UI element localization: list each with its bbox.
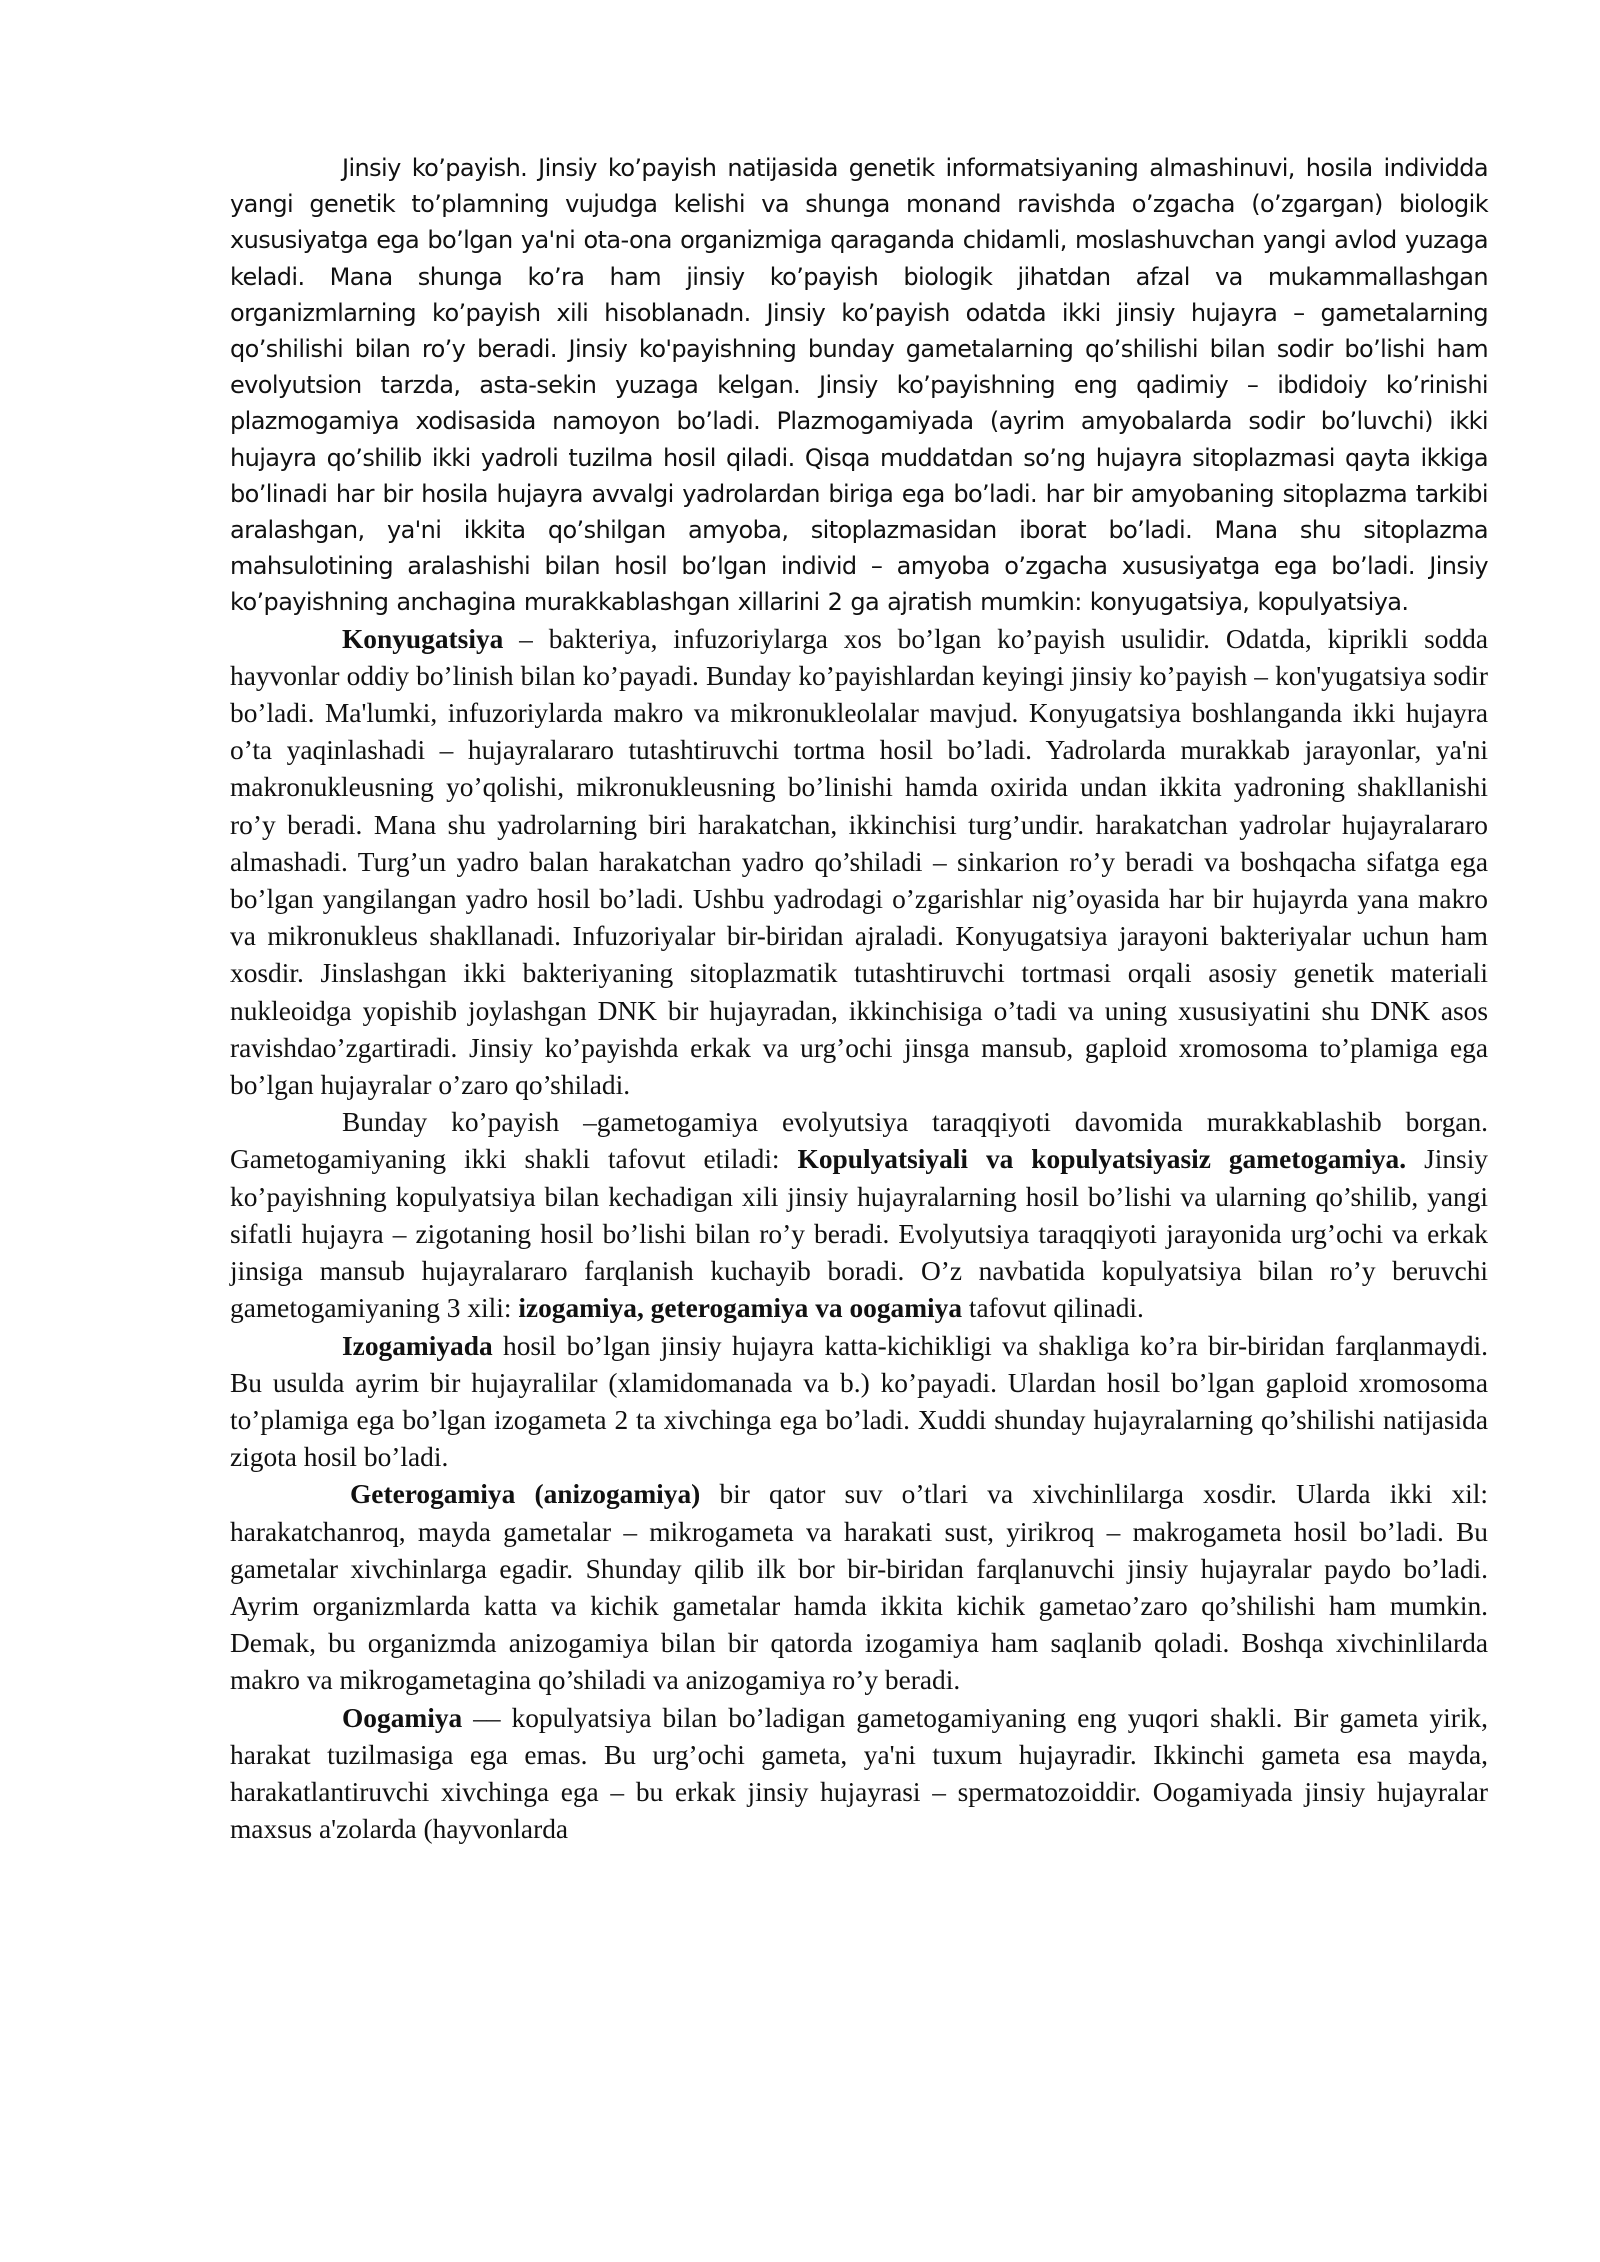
paragraph-text: Jinsiy ko’payish. Jinsiy ko’payish natijasida genetik informatsiyaning almashinuvi, hosila individda yangi genetik to’plamning vujudga kelishi va shunga monand ravishda o’zgacha (o’zgargan) biologik xususiyatga ega bo’lgan ya'ni ota-ona organizmiga qaraganda chidamli, moslashuvchan yangi avlod yuzaga keladi. Mana shunga ko’ra ham jinsiy ko’payish biologik jihatdan afzal va mukammallashgan organizmlarning ko’payish xili hisoblanadn. Jinsiy ko’payish odatda ikki jinsiy hujayra – gametalarning qo’shilishi bilan ro’y beradi. Jinsiy ko'payishning bunday gametalarning qo’shilishi bilan sodir bo’lishi ham evolyutsion tarzda, asta-sekin yuzaga kelgan. Jinsiy ko’payishning eng qadimiy – ibdidoiy ko’rinishi plazmogamiya xodisasida namoyon bo’ladi. Plazmogamiyada (ayrim amyobalarda sodir bo’luvchi) ikki hujayra qo’shilib ikki yadroli tuzilma hosil qiladi. Qisqa muddatdan so’ng hujayra sitoplazmasi qayta ikkiga bo’linadi har bir hosila hujayra avvalgi yadrolardan biriga ega bo’ladi. har bir amyobaning sitoplazma tarkibi aralashgan, ya'ni ikkita qo’shilgan amyoba, sitoplazmasidan iborat bo’ladi. Mana shu sitoplazma mahsulotining aralashishi bilan hosil bo’lgan individ – amyoba o’zgacha xususiyatga ega bo’ladi. Jinsiy ko’payishning anchagina murakkablashgan xillarini 2 ga ajratish mumkin: konyugatsiya, kopulyatsiya. bbox=[230, 154, 1488, 617]
paragraph-text: – bakteriya, infuzoriylarga xos bo’lgan ko’payish usulidir. Odatda, kiprikli sodda hayvonlar oddiy bo’linish bilan ko’payadi. Bunday ko’payishlardan keyingi jinsiy ko’payish – kon'yugatsiya sodir bo’ladi. Ma'lumki, infuzoriylarda makro va mikronukleolalar mavjud. Konyugatsiya boshlanganda ikki hujayra o’ta yaqinlashadi – hujayralararo tutashtiruvchi tortma hosil bo’ladi. Yadrolarda murakkab jarayonlar, ya'ni makronukleusning yo’qolishi, mikronukleusning bo’linishi hamda oxirida undan ikkita yadroning shakllanishi ro’y beradi. Mana shu yadrolarning biri harakatchan, ikkinchisi turg’undir. harakatchan yadrolar hujayralararo almashadi. Turg’un yadro balan harakatchan yadro qo’shiladi – sinkarion ro’y beradi va boshqacha sifatga ega bo’lgan yangilangan yadro hosil bo’ladi. Ushbu yadrodagi o’zgarishlar nig’oyasida har bir hujayrda yana makro va mikronukleus shakllanadi. Infuzoriyalar bir-biridan ajraladi. Konyugatsiya jarayoni bakteriyalar uchun ham xosdir. Jinslashgan ikki bakteriyaning sitoplazmatik tutashtiruvchi tortmasi orqali asosiy genetik materiali nukleoidga yopishib joylashgan DNK bir hujayradan, ikkinchisiga o’tadi va uning xususiyatini shu DNK asos ravishdao’zgartiradi. Jinsiy ko’payishda erkak va urg’ochi jinsga mansub, gaploid xromosoma to’plamiga ega bo’lgan hujayralar o’zaro qo’shiladi. bbox=[230, 623, 1488, 1101]
paragraph-text: Jinsiy ko’payishning kopulyatsiya bilan kechadigan xili jinsiy hujayralarning hosil bo’lishi va ularning qo’shilib, yangi sifatli hujayra – zigotaning hosil bo’lishi bilan ro’y beradi. Evolyutsiya taraqqiyoti jarayonida urg’ochi va erkak jinsiga mansub hujayralararo farqlanish kuchayib boradi. O’z navbatida kopulyatsiya bilan ro’y beruvchi gametogamiyaning 3 xili: bbox=[230, 1144, 1488, 1324]
paragraph-geterogamiya bbox=[230, 1476, 1488, 1699]
term-geterogamiya: Geterogamiya (anizogamiya) bbox=[350, 1479, 701, 1510]
term-izogamiya: Izogamiyada bbox=[342, 1330, 493, 1361]
paragraph-oogamiya bbox=[230, 1700, 1488, 1849]
paragraph-text: hosil bo’lgan jinsiy hujayra katta-kichikligi va shakliga ko’ra bir-biridan farqlanmaydi. Bu usulda ayrim bir hujayralilar (xlamidomanada va b.) ko’payadi. Ulardan hosil bo’lgan gaploid xromosoma to’plamiga ega bo’lgan izogameta 2 ta xivchinga ega bo’ladi. Xuddi shunday hujayralarning qo’shilishi natijasida zigota hosil bo’ladi. bbox=[230, 1330, 1488, 1473]
paragraph-gametogamiya bbox=[230, 1104, 1488, 1327]
document-page bbox=[230, 150, 1488, 1848]
paragraph-jinsiy-kopayish bbox=[230, 150, 1488, 621]
term-konyugatsiya: Konyugatsiya bbox=[342, 623, 504, 654]
term-oogamiya: Oogamiya bbox=[342, 1702, 463, 1733]
paragraph-text: tafovut qilinadi. bbox=[962, 1293, 1144, 1324]
paragraph-text: Bunday ko’payish –gametogamiya evolyutsiya taraqqiyoti davomida murakkablashib borgan. Gametogamiyaning ikki shakli tafovut etiladi: bbox=[230, 1107, 1488, 1175]
term-kopulyatsiya: Kopulyatsiyali va kopulyatsiyasiz gametogamiya. bbox=[797, 1144, 1407, 1175]
term-gamiya-types: izogamiya, geterogamiya va oogamiya bbox=[518, 1293, 963, 1324]
paragraph-text: bir qator suv o’tlari va xivchinlilarga xosdir. Ularda ikki xil: harakatchanroq, mayda gametalar – mikrogameta va harakati sust, yirikroq – makrogameta hosil bo’ladi. Bu gametalar xivchinlarga egadir. Shunday qilib ilk bor bir-biridan farqlanuvchi jinsiy hujayralar paydo bo’ladi. Ayrim organizmlarda katta va kichik gametalar hamda ikkita kichik gametao’zaro qo’shilishi ham mumkin. Demak, bu organizmda anizogamiya bilan bir qatorda izogamiya ham saqlanib qoladi. Boshqa xivchinlilarda makro va mikrogametagina qo’shiladi va anizogamiya ro’y beradi. bbox=[230, 1479, 1488, 1696]
paragraph-text: –– kopulyatsiya bilan bo’ladigan gametogamiyaning eng yuqori shakli. Bir gameta yirik, harakat tuzilmasiga ega emas. Bu urg’ochi gameta, ya'ni tuxum hujayradir. Ikkinchi gameta esa mayda, harakatlantiruvchi xivchinga ega – bu erkak jinsiy hujayrasi – spermatozoiddir. Oogamiyada jinsiy hujayralar maxsus a'zolarda (hayvonlarda bbox=[230, 1702, 1488, 1845]
paragraph-konyugatsiya bbox=[230, 621, 1488, 1105]
paragraph-izogamiya bbox=[230, 1328, 1488, 1477]
